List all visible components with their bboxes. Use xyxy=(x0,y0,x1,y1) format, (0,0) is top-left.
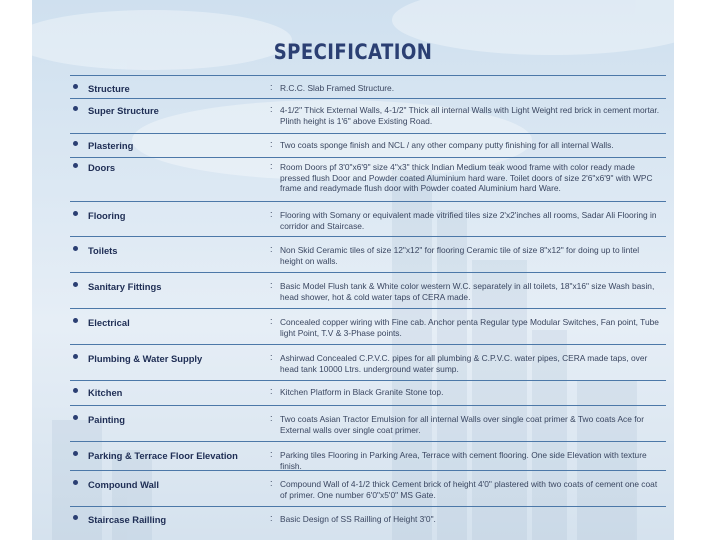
spec-label xyxy=(70,76,270,98)
spec-row-kitchen xyxy=(70,380,666,405)
colon-separator: : xyxy=(270,478,273,488)
colon-separator: : xyxy=(270,413,273,423)
spec-row-staircase-railling xyxy=(70,506,666,533)
colon-separator: : xyxy=(270,513,273,523)
spec-label xyxy=(70,158,270,201)
spec-label-text: Doors xyxy=(88,162,116,173)
spec-row-flooring xyxy=(70,201,666,236)
bullet-icon xyxy=(73,163,78,168)
bullet-icon xyxy=(73,141,78,146)
spec-description: Concealed copper wiring with Fine cab. Anchor penta Regular type Modular Switches, Fan point, Tube light Point, T.V & 3-Phase points. xyxy=(280,317,659,338)
spec-row-plastering xyxy=(70,133,666,157)
spec-description: 4-1/2" Thick External Walls, 4-1/2" Thick all internal Walls with Light Weight red brick in cement mortar. Plinth height is 1'6" above Existing Road. xyxy=(280,105,660,126)
bullet-icon xyxy=(73,388,78,393)
spec-row-plumbing xyxy=(70,344,666,380)
spec-label xyxy=(70,471,270,506)
spec-row-parking-terrace xyxy=(70,441,666,470)
bullet-icon xyxy=(73,415,78,420)
colon-separator: : xyxy=(270,386,273,396)
spec-row-doors xyxy=(70,157,666,201)
spec-label-text: Sanitary Fittings xyxy=(88,281,162,292)
colon-separator: : xyxy=(270,209,273,219)
spec-description: Parking tiles Flooring in Parking Area, Terrace with cement flooring. One side Elevation with texture finish. xyxy=(280,450,647,471)
spec-label-text: Toilets xyxy=(88,245,118,256)
bullet-icon xyxy=(73,451,78,456)
spec-description: Compound Wall of 4-1/2 thick Cement brick of height 4'0" plastered with two coats of cement one coat of primer. One number 6'0"x5'0" MS Gate. xyxy=(280,479,658,500)
spec-label xyxy=(70,99,270,133)
bullet-icon xyxy=(73,84,78,89)
bullet-icon xyxy=(73,318,78,323)
spec-description: Ashirwad Concealed C.P.V.C. pipes for all plumbing & C.P.V.C. water pipes, CERA made taps, over head tank 10000 Ltrs. underground water sump. xyxy=(280,353,648,374)
spec-row-sanitary-fittings xyxy=(70,272,666,308)
spec-row-super-structure xyxy=(70,98,666,133)
spec-description: Non Skid Ceramic tiles of size 12"x12" for flooring Ceramic tile of size 8"x12" for doing up to lintel height on walls. xyxy=(280,245,640,266)
colon-separator: : xyxy=(270,449,273,459)
spec-row-painting xyxy=(70,405,666,441)
spec-row-electrical xyxy=(70,308,666,344)
spec-label-text: Plastering xyxy=(88,140,134,151)
spec-label-text: Compound Wall xyxy=(88,479,159,490)
bullet-icon xyxy=(73,282,78,287)
spec-description: Basic Design of SS Railling of Height 3'0". xyxy=(280,514,436,524)
colon-separator: : xyxy=(270,82,273,92)
bullet-icon xyxy=(73,480,78,485)
spec-row-compound-wall xyxy=(70,470,666,506)
page-title: SPECIFICATION xyxy=(273,40,433,64)
colon-separator: : xyxy=(270,161,273,171)
spec-description: Room Doors pf 3'0"x6'9" size 4"x3" thick Indian Medium teak wood frame with color ready made pressed flush Door and Powder coated Aluminium hard ware. Toilet doors of size 2'6"x6'9" with WPC frame and readymade flush door with Powder coated Aluminium hard Ware. xyxy=(280,162,653,193)
spec-description: Two coats sponge finish and NCL / any other company putty finishing for all internal Walls. xyxy=(280,140,614,150)
spec-label xyxy=(70,134,270,157)
specification-sheet xyxy=(32,0,674,540)
spec-description: Basic Model Flush tank & White color western W.C. separately in all toilets, 18"x16" size Wash basin, head shower, hot & cold water taps of CERA made. xyxy=(280,281,655,302)
spec-label-text: Parking & Terrace Floor Elevation xyxy=(88,450,238,461)
colon-separator: : xyxy=(270,244,273,254)
colon-separator: : xyxy=(270,104,273,114)
colon-separator: : xyxy=(270,139,273,149)
spec-label xyxy=(70,237,270,272)
specification-table xyxy=(70,75,666,533)
colon-separator: : xyxy=(270,316,273,326)
spec-label xyxy=(70,309,270,344)
bullet-icon xyxy=(73,106,78,111)
spec-label-text: Electrical xyxy=(88,317,130,328)
spec-label xyxy=(70,345,270,380)
colon-separator: : xyxy=(270,352,273,362)
spec-description: Two coats Asian Tractor Emulsion for all internal Walls over single coat primer & Two coats Ace for External walls over single coat primer. xyxy=(280,414,644,435)
spec-label-text: Structure xyxy=(88,83,130,94)
spec-description: Kitchen Platform in Black Granite Stone top. xyxy=(280,387,444,397)
spec-description: Flooring with Somany or equivalent made vitrified tiles size 2'x2'inches all rooms, Sadar Ali Flooring in corridor and Staircase. xyxy=(280,210,657,231)
spec-label-text: Flooring xyxy=(88,210,126,221)
spec-row-toilets xyxy=(70,236,666,272)
bullet-icon xyxy=(73,515,78,520)
spec-label xyxy=(70,507,270,533)
spec-label xyxy=(70,442,270,470)
spec-label xyxy=(70,381,270,405)
spec-label xyxy=(70,273,270,308)
spec-label xyxy=(70,202,270,236)
spec-label-text: Staircase Railling xyxy=(88,514,167,525)
bullet-icon xyxy=(73,211,78,216)
spec-label-text: Kitchen xyxy=(88,387,123,398)
spec-label-text: Painting xyxy=(88,414,125,425)
spec-label-text: Plumbing & Water Supply xyxy=(88,353,203,364)
spec-row-structure xyxy=(70,75,666,98)
bullet-icon xyxy=(73,354,78,359)
spec-description: R.C.C. Slab Framed Structure. xyxy=(280,83,395,93)
spec-label xyxy=(70,406,270,441)
colon-separator: : xyxy=(270,280,273,290)
bullet-icon xyxy=(73,246,78,251)
spec-label-text: Super Structure xyxy=(88,105,159,116)
